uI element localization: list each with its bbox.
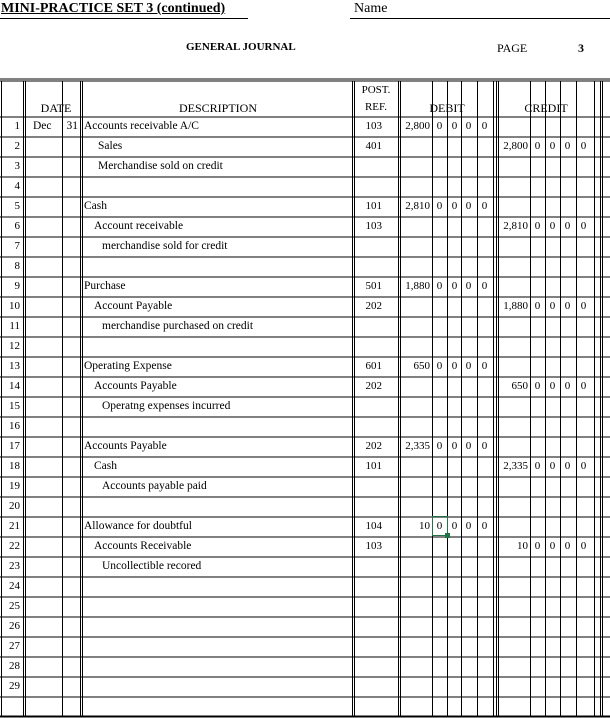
row-number: 26 (9, 620, 20, 632)
fill-handle[interactable] (445, 533, 450, 538)
row-number: 10 (9, 300, 20, 312)
debit-amount-cell[interactable]: 1,880 (405, 280, 430, 292)
row-number: 2 (14, 140, 20, 152)
credit-digit-cell[interactable]: 0 (549, 220, 556, 232)
description-cell[interactable]: Operating Expense (84, 360, 172, 372)
credit-digit-cell[interactable]: 0 (580, 300, 587, 312)
debit-digit-cell[interactable]: 0 (451, 360, 458, 372)
credit-digit-cell[interactable]: 0 (580, 140, 587, 152)
credit-digit-cell[interactable]: 0 (549, 460, 556, 472)
credit-column-header: CREDIT (524, 101, 568, 115)
credit-digit-cell[interactable]: 0 (564, 540, 571, 552)
row-number: 5 (14, 200, 20, 212)
post-ref-cell[interactable]: 202 (365, 300, 382, 312)
description-cell[interactable]: Merchandise sold on credit (98, 160, 223, 172)
debit-amount-cell[interactable]: 2,335 (405, 440, 430, 452)
post-ref-cell[interactable]: 202 (365, 440, 382, 452)
post-ref-cell[interactable]: 202 (365, 380, 382, 392)
debit-digit-cell[interactable]: 0 (481, 280, 488, 292)
row-number: 16 (9, 420, 20, 432)
description-cell[interactable]: Accounts payable paid (102, 480, 207, 492)
credit-digit-cell[interactable]: 0 (564, 380, 571, 392)
debit-digit-cell[interactable]: 0 (451, 200, 458, 212)
debit-digit-cell[interactable]: 0 (436, 440, 443, 452)
credit-digit-cell[interactable]: 0 (534, 140, 541, 152)
description-cell[interactable]: Accounts Receivable (94, 540, 192, 552)
description-cell[interactable]: merchandise purchased on credit (102, 320, 254, 332)
credit-digit-cell[interactable]: 0 (564, 460, 571, 472)
date-column-header: DATE (40, 101, 72, 115)
post-ref-cell[interactable]: 401 (365, 140, 382, 152)
post-ref-header-line1: POST. (361, 84, 391, 96)
debit-digit-cell[interactable]: 0 (436, 520, 443, 532)
credit-digit-cell[interactable]: 0 (534, 220, 541, 232)
debit-digit-cell[interactable]: 0 (436, 120, 443, 132)
row-number: 17 (9, 440, 20, 452)
post-ref-cell[interactable]: 104 (365, 520, 382, 532)
credit-digit-cell[interactable]: 0 (564, 220, 571, 232)
row-number: 29 (9, 680, 20, 692)
row-number: 14 (9, 380, 20, 392)
description-cell[interactable]: Operatng expenses incurred (102, 400, 231, 412)
debit-digit-cell[interactable]: 0 (451, 440, 458, 452)
post-ref-cell[interactable]: 101 (365, 460, 382, 472)
debit-digit-cell[interactable]: 0 (481, 120, 488, 132)
date-day-cell[interactable]: 31 (66, 120, 78, 132)
debit-digit-cell[interactable]: 0 (451, 120, 458, 132)
row-number: 3 (14, 160, 20, 172)
description-cell[interactable]: merchandise sold for credit (102, 240, 228, 252)
credit-digit-cell[interactable]: 0 (534, 540, 541, 552)
post-ref-cell[interactable]: 501 (365, 280, 382, 292)
credit-digit-cell[interactable]: 0 (580, 460, 587, 472)
credit-amount-cell[interactable]: 2,800 (503, 140, 528, 152)
credit-digit-cell[interactable]: 0 (564, 300, 571, 312)
description-cell[interactable]: Cash (94, 460, 117, 472)
row-number: 20 (9, 500, 20, 512)
description-column-header: DESCRIPTION (178, 101, 257, 115)
description-cell[interactable]: Allowance for doubtful (84, 520, 192, 532)
row-number: 4 (14, 180, 20, 192)
page-number[interactable]: 3 (578, 41, 584, 55)
debit-digit-cell[interactable]: 0 (481, 440, 488, 452)
description-cell[interactable]: Accounts Payable (84, 440, 167, 452)
credit-digit-cell[interactable]: 0 (564, 140, 571, 152)
post-ref-cell[interactable]: 601 (365, 360, 382, 372)
name-label: Name (354, 1, 388, 16)
credit-digit-cell[interactable]: 0 (580, 380, 587, 392)
description-cell[interactable]: Accounts receivable A/C (84, 120, 199, 132)
row-number: 24 (9, 580, 20, 592)
description-cell[interactable]: Uncollectible recored (102, 560, 202, 572)
debit-amount-cell[interactable]: 2,800 (405, 120, 430, 132)
row-number: 6 (14, 220, 20, 232)
credit-digit-cell[interactable]: 0 (549, 140, 556, 152)
debit-amount-cell[interactable]: 10 (419, 520, 430, 532)
row-number: 22 (9, 540, 20, 552)
row-number: 18 (9, 460, 20, 472)
post-ref-cell[interactable]: 103 (365, 540, 382, 552)
row-number: 27 (9, 640, 20, 652)
debit-digit-cell[interactable]: 0 (451, 520, 458, 532)
row-number: 12 (9, 340, 20, 352)
debit-digit-cell[interactable]: 0 (465, 280, 472, 292)
debit-digit-cell[interactable]: 0 (436, 280, 443, 292)
post-ref-cell[interactable]: 103 (365, 220, 382, 232)
post-ref-cell[interactable]: 103 (365, 120, 382, 132)
row-number: 8 (14, 260, 20, 272)
description-cell[interactable]: Accounts Payable (94, 380, 177, 392)
credit-digit-cell[interactable]: 0 (549, 380, 556, 392)
description-cell[interactable]: Sales (98, 140, 123, 152)
row-number: 25 (9, 600, 20, 612)
row-number: 23 (9, 560, 20, 572)
credit-amount-cell[interactable]: 650 (511, 380, 528, 392)
post-ref-cell[interactable]: 101 (365, 200, 382, 212)
debit-digit-cell[interactable]: 0 (465, 120, 472, 132)
debit-amount-cell[interactable]: 650 (413, 360, 430, 372)
row-number: 19 (9, 480, 20, 492)
row-number: 7 (14, 240, 20, 252)
credit-digit-cell[interactable]: 0 (549, 540, 556, 552)
debit-digit-cell[interactable]: 0 (481, 200, 488, 212)
credit-digit-cell[interactable]: 0 (549, 300, 556, 312)
description-cell[interactable]: Cash (84, 200, 107, 212)
journal-title: GENERAL JOURNAL (186, 41, 296, 53)
credit-digit-cell[interactable]: 0 (580, 220, 587, 232)
credit-digit-cell[interactable]: 0 (580, 540, 587, 552)
credit-amount-cell[interactable]: 2,810 (503, 220, 528, 232)
debit-column-header: DEBIT (429, 101, 465, 115)
row-number: 21 (9, 520, 20, 532)
description-cell[interactable]: Account receivable (94, 220, 184, 232)
row-number: 1 (14, 120, 20, 132)
page-label: PAGE (497, 41, 528, 55)
debit-amount-cell[interactable]: 2,810 (405, 200, 430, 212)
debit-digit-cell[interactable]: 0 (451, 280, 458, 292)
debit-digit-cell[interactable]: 0 (481, 360, 488, 372)
description-cell[interactable]: Account Payable (94, 300, 173, 312)
credit-amount-cell[interactable]: 1,880 (503, 300, 528, 312)
row-number: 15 (9, 400, 20, 412)
credit-digit-cell[interactable]: 0 (534, 460, 541, 472)
credit-digit-cell[interactable]: 0 (534, 380, 541, 392)
description-cell[interactable]: Purchase (84, 280, 126, 292)
credit-amount-cell[interactable]: 10 (517, 540, 528, 552)
date-month-cell[interactable]: Dec (33, 120, 52, 132)
debit-digit-cell[interactable]: 0 (465, 520, 472, 532)
debit-digit-cell[interactable]: 0 (436, 360, 443, 372)
debit-digit-cell[interactable]: 0 (465, 440, 472, 452)
row-number: 13 (9, 360, 20, 372)
credit-amount-cell[interactable]: 2,335 (503, 460, 528, 472)
post-ref-header-line2: REF. (364, 101, 388, 113)
row-number: 9 (14, 280, 20, 292)
debit-digit-cell[interactable]: 0 (465, 200, 472, 212)
row-number: 28 (9, 660, 20, 672)
credit-digit-cell[interactable]: 0 (534, 300, 541, 312)
debit-digit-cell[interactable]: 0 (481, 520, 488, 532)
worksheet-title: MINI-PRACTICE SET 3 (continued) (1, 1, 226, 16)
debit-digit-cell[interactable]: 0 (465, 360, 472, 372)
row-number: 11 (9, 320, 20, 332)
debit-digit-cell[interactable]: 0 (436, 200, 443, 212)
